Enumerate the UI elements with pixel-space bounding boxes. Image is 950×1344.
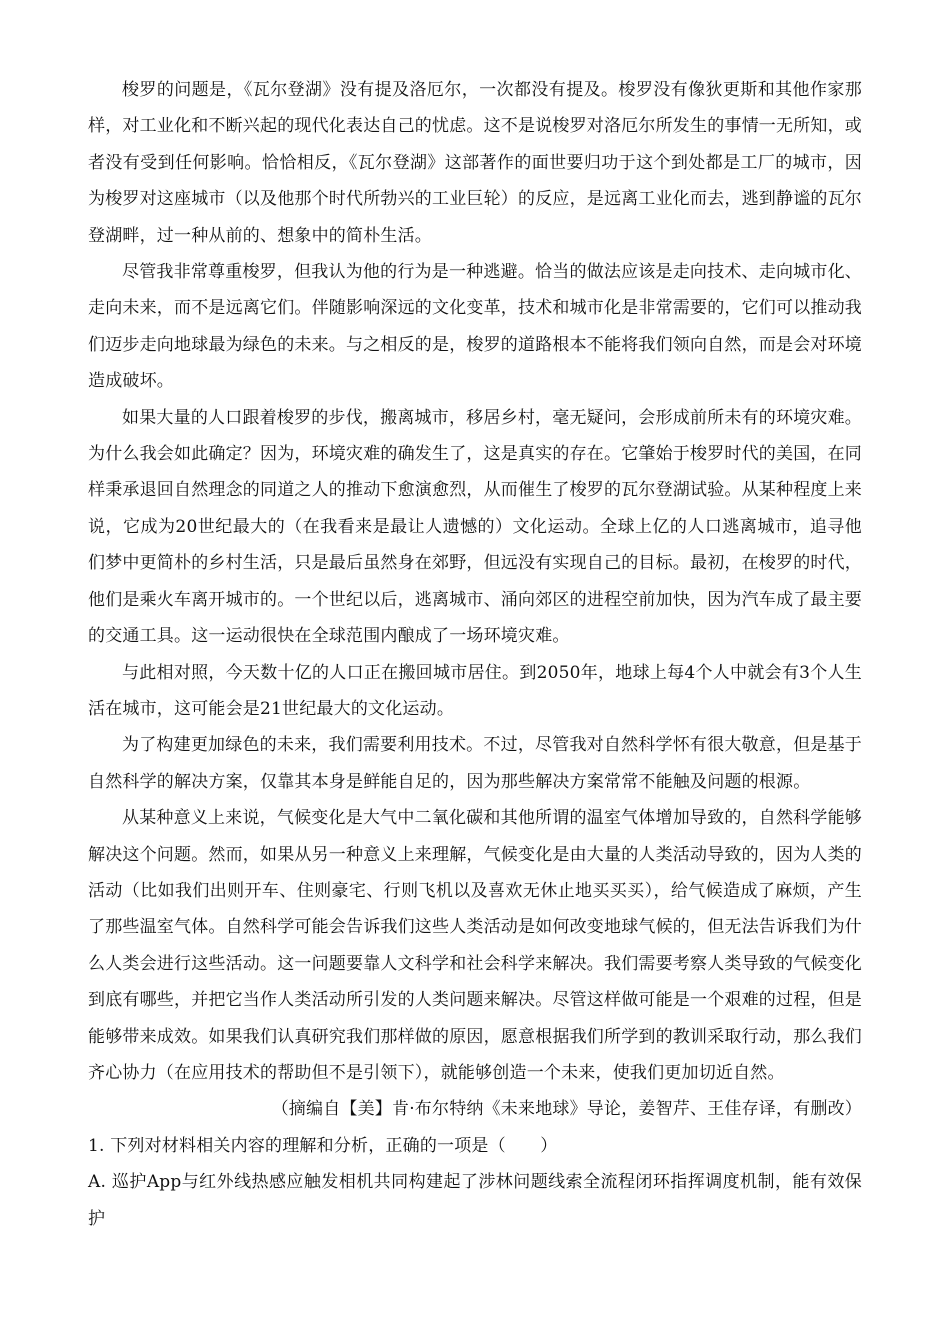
article-paragraph-3: 如果大量的人口跟着梭罗的步伐，搬离城市，移居乡村，毫无疑问，会形成前所未有的环境灾难。为什么我会如此确定？因为，环境灾难的确发生了，这是真实的存在。它肇始于梭罗时代的美国，在同样秉承退回自然理念的同道之人的推动下愈演愈烈，从而催生了梭罗的瓦尔登湖试验。从某种程度上来说，它成为20世纪最大的（在我看来是最让人遗憾的）文化运动。全球上亿的人口逃离城市，追寻他们梦中更简朴的乡村生活，只是最后虽然身在郊野，但远没有实现自己的目标。最初，在梭罗的时代，他们是乘火车离开城市的。一个世纪以后，逃离城市、涌向郊区的进程空前加快，因为汽车成了最主要的交通工具。这一运动很快在全球范围内酿成了一场环境灾难。 [88, 407, 862, 647]
question-stem: 1. 下列对材料相关内容的理解和分析，正确的一项是（ ） [88, 1135, 558, 1156]
article-paragraph-4: 与此相对照，今天数十亿的人口正在搬回城市居住。到2050年，地球上每4个人中就会有3个人生活在城市，这可能会是21世纪最大的文化运动。 [88, 662, 862, 719]
article-paragraph-5: 为了构建更加绿色的未来，我们需要利用技术。不过，尽管我对自然科学怀有很大敬意，但是基于自然科学的解决方案，仅靠其本身是鲜能自足的，因为那些解决方案常常不能触及问题的根源。 [88, 735, 862, 792]
article-source-citation: （摘编自【美】肯·布尔特纳《未来地球》导论，姜智芹、王佳存译，有删改） [271, 1099, 862, 1120]
question-option-a: A. 巡护App与红外线热感应触发相机共同构建起了涉林问题线索全流程闭环指挥调度机制，能有效保护 [88, 1172, 862, 1229]
article-paragraph-2: 尽管我非常尊重梭罗，但我认为他的行为是一种逃避。恰当的做法应该是走向技术、走向城市化、走向未来，而不是远离它们。伴随影响深远的文化变革，技术和城市化是非常需要的，它们可以推动我们迈步走向地球最为绿色的未来。与之相反的是，梭罗的道路根本不能将我们领向自然，而是会对环境造成破坏。 [88, 262, 862, 392]
document-page [88, 72, 862, 1237]
article-paragraph-6: 从某种意义上来说，气候变化是大气中二氧化碳和其他所谓的温室气体增加导致的，自然科学能够解决这个问题。然而，如果从另一种意义上来理解，气候变化是由大量的人类活动导致的，因为人类的活动（比如我们出则开车、住则豪宅、行则飞机以及喜欢无休止地买买买），给气候造成了麻烦，产生了那些温室气体。自然科学可能会告诉我们这些人类活动是如何改变地球气候的，但无法告诉我们为什么人类会进行这些活动。这一问题要靠人文科学和社会科学来解决。我们需要考察人类导致的气候变化到底有哪些，并把它当作人类活动所引发的人类问题来解决。尽管这样做可能是一个艰难的过程，但是能够带来成效。如果我们认真研究我们那样做的原因，愿意根据我们所学到的教训采取行动，那么我们齐心协力（在应用技术的帮助但不是引领下），就能够创造一个未来，使我们更加切近自然。 [88, 808, 862, 1083]
article-paragraph-1: 梭罗的问题是，《瓦尔登湖》没有提及洛厄尔，一次都没有提及。梭罗没有像狄更斯和其他作家那样，对工业化和不断兴起的现代化表达自己的忧虑。这不是说梭罗对洛厄尔所发生的事情一无所知，或者没有受到任何影响。恰恰相反，《瓦尔登湖》这部著作的面世要归功于这个到处都是工厂的城市，因为梭罗对这座城市（以及他那个时代所勃兴的工业巨轮）的反应，是远离工业化而去，逃到静谧的瓦尔登湖畔，过一种从前的、想象中的简朴生活。 [88, 80, 862, 246]
